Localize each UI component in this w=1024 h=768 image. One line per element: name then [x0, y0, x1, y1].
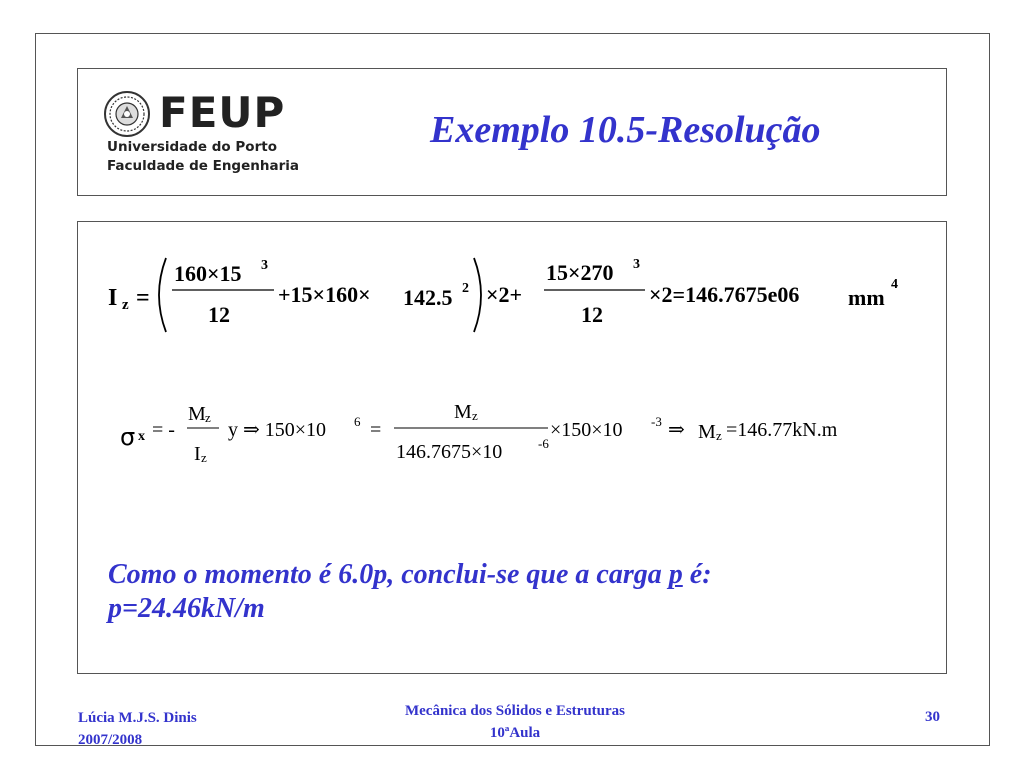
- footer-course-block: [360, 700, 670, 744]
- eq1-after-paren: ×2+: [486, 282, 523, 307]
- feup-logo: [103, 90, 303, 180]
- slide-title: Exemplo 10.5-Resolução: [430, 109, 821, 151]
- eq2-exp-m3: -3: [651, 414, 662, 429]
- eq1-lhs-sub: z: [122, 297, 129, 313]
- eq2-after-frac: ×150×10: [550, 419, 623, 441]
- eq1-frac2-den: 12: [581, 302, 603, 327]
- equation-moment-of-inertia: [108, 250, 928, 340]
- eq2-frac1-num-sub: z: [205, 410, 211, 425]
- eq2-frac2-num: M: [454, 401, 472, 423]
- eq1-lhs-symbol: I: [108, 285, 118, 311]
- conclusion-load-variable: p: [668, 559, 683, 590]
- eq1-frac2-num: 15×270: [546, 260, 614, 285]
- university-seal-icon: [103, 90, 151, 138]
- eq1-unit: mm: [848, 285, 885, 310]
- eq1-term-base: 142.5: [403, 285, 453, 310]
- eq2-mz: M: [698, 421, 716, 443]
- eq2-sigma-sub: x: [138, 429, 145, 444]
- eq2-frac2-den: 146.7675×10: [396, 441, 503, 463]
- eq1-middle-terms: +15×160×: [278, 282, 371, 307]
- eq1-equals: =: [136, 285, 150, 311]
- eq2-equals: =: [370, 419, 382, 441]
- footer-author-block: [78, 707, 197, 751]
- eq1-result: ×2=146.7675e06: [649, 282, 800, 307]
- eq2-frac2-den-exp: -6: [538, 436, 549, 451]
- eq1-frac1-den: 12: [208, 302, 230, 327]
- eq2-result: =146.77kN.m: [726, 419, 838, 441]
- footer-course: Mecânica dos Sólidos e Estruturas: [404, 703, 625, 719]
- eq2-sigma: σ: [120, 423, 136, 451]
- logo-wordmark: FEUP: [159, 88, 286, 137]
- footer-lecture: 10ªAula: [489, 725, 541, 741]
- logo-university-name: Universidade do Porto: [107, 139, 277, 155]
- footer-year: 2007/2008: [78, 732, 143, 748]
- conclusion-line1: [108, 558, 908, 592]
- eq2-mz-sub: z: [716, 428, 722, 443]
- footer-author: Lúcia M.J.S. Dinis: [78, 710, 197, 726]
- eq2-implies: ⇒: [668, 419, 685, 441]
- eq2-frac1-num: M: [188, 403, 206, 425]
- eq1-frac2-num-exp: 3: [633, 257, 640, 272]
- eq2-y-implies: y ⇒ 150×10: [228, 419, 327, 441]
- eq1-right-paren: [474, 258, 481, 332]
- conclusion-line2: p=24.46kN/m: [108, 593, 265, 624]
- page-number: 30: [925, 709, 940, 725]
- eq2-frac1-den-sub: z: [201, 450, 207, 465]
- conclusion-part1: Como o momento é 6.0p, conclui-se que a carga: [108, 559, 669, 590]
- conclusion-part2: é:: [682, 559, 712, 590]
- conclusion-text: [108, 558, 908, 626]
- eq2-eq-minus: = -: [152, 419, 175, 441]
- eq2-frac2-num-sub: z: [472, 408, 478, 423]
- equation-bending-stress: [108, 390, 928, 470]
- logo-faculty-name: Faculdade de Engenharia: [107, 158, 299, 174]
- eq1-frac1-num: 160×15: [174, 261, 242, 286]
- eq2-frac1-den: I: [194, 443, 201, 465]
- eq1-unit-exp: 4: [891, 277, 898, 292]
- eq1-frac1-num-exp: 3: [261, 258, 268, 273]
- eq1-left-paren: [159, 258, 166, 332]
- eq1-term-exp: 2: [462, 281, 469, 296]
- eq2-exp6: 6: [354, 414, 361, 429]
